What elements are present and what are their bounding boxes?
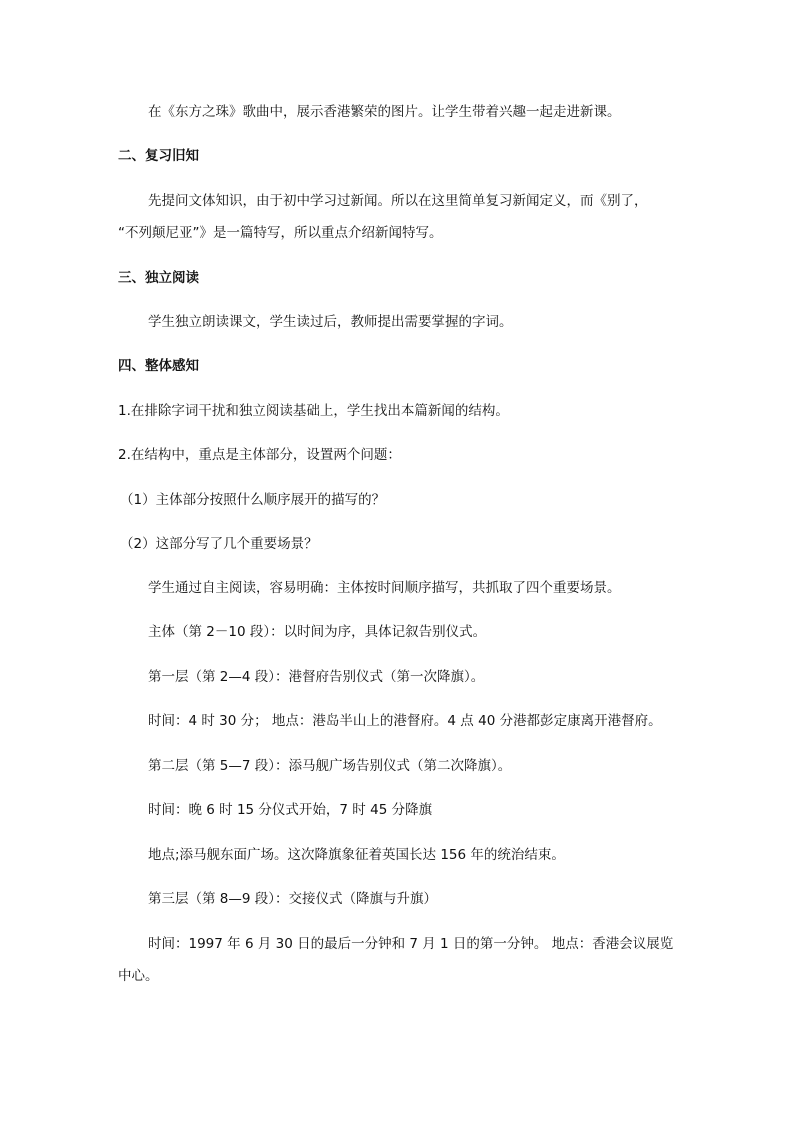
- question-1: （1）主体部分按照什么顺序展开的描写的？: [120, 492, 386, 508]
- layer-2-title: 第二层（第 5—7 段）：添马舰广场告别仪式（第二次降旗）。: [148, 758, 512, 774]
- section-heading-review: 二、复习旧知: [118, 148, 199, 164]
- body-structure-line: 主体（第 2－10 段）：以时间为序，具体记叙告别仪式。: [148, 624, 487, 640]
- overview-item-2: 2.在结构中，重点是主体部分，设置两个问题：: [118, 447, 401, 463]
- layer-2-time: 时间：晚 6 时 15 分仪式开始，7 时 45 分降旗: [148, 802, 433, 818]
- review-paragraph-line-2: “不列颠尼亚”》是一篇特写，所以重点介绍新闻特写。: [118, 225, 443, 241]
- section-heading-reading: 三、独立阅读: [118, 270, 199, 286]
- layer-1-title: 第一层（第 2—4 段）：港督府告别仪式（第一次降旗）。: [148, 669, 485, 685]
- review-paragraph-line-1: 先提问文体知识，由于初中学习过新闻。所以在这里简单复习新闻定义，而《别了，: [148, 193, 648, 209]
- section-heading-overview: 四、整体感知: [118, 358, 199, 374]
- intro-paragraph: 在《东方之珠》歌曲中，展示香港繁荣的图片。让学生带着兴趣一起走进新课。: [148, 104, 621, 120]
- answer-paragraph: 学生通过自主阅读，容易明确：主体按时间顺序描写，共抓取了四个重要场景。: [148, 580, 621, 596]
- layer-1-time-place: 时间：4 时 30 分； 地点：港岛半山上的港督府。4 点 40 分港都彭定康离开港督府。: [148, 713, 662, 729]
- layer-3-time-place-line-1: 时间：1997 年 6 月 30 日的最后一分钟和 7 月 1 日的第一分钟。 地点：香港会议展览: [148, 936, 674, 952]
- layer-3-title: 第三层（第 8—9 段）：交接仪式（降旗与升旗）: [148, 891, 438, 907]
- reading-paragraph: 学生独立朗读课文，学生读过后，教师提出需要掌握的字词。: [148, 314, 513, 330]
- layer-2-place: 地点;添马舰东面广场。这次降旗象征着英国长达 156 年的统治结束。: [148, 847, 565, 863]
- overview-item-1: 1.在排除字词干扰和独立阅读基础上，学生找出本篇新闻的结构。: [118, 403, 509, 419]
- layer-3-time-place-line-2: 中心。: [118, 968, 159, 984]
- question-2: （2）这部分写了几个重要场景？: [120, 536, 318, 552]
